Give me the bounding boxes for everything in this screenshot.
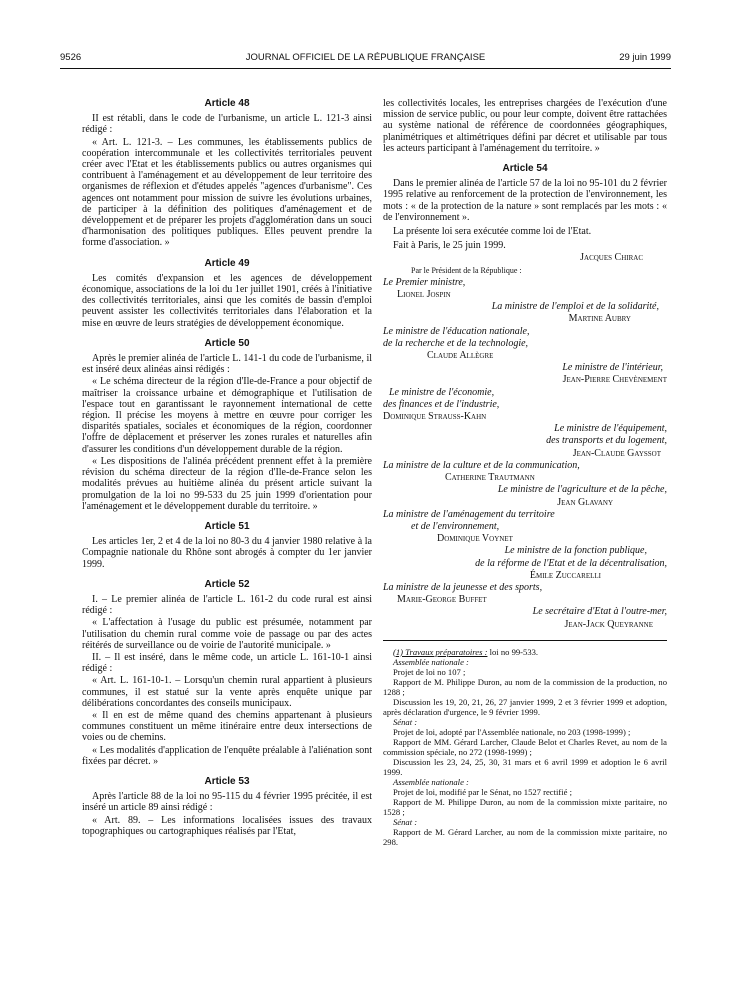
article-51-title: Article 51 [204, 520, 250, 532]
minister-title: La ministre de la culture et de la communication, [383, 459, 580, 471]
footnote-heading: Sénat : [393, 816, 418, 827]
paragraph: « L'affectation à l'usage du public est présumée, notamment par l'utilisation du chemin rural comme voie de passage ou par des actes réitérés de surveillance ou de voirie de l'autorité municipale. » [82, 617, 372, 651]
paragraph: Après le premier alinéa de l'article L. 141-1 du code de l'urbanisme, il est inséré deux alinéas ainsi rédigés : [82, 353, 372, 376]
footnote-label: (1) Travaux préparatoires : [393, 646, 488, 657]
footnote-line: Rapport de M. Gérard Larcher, au nom de la commission mixte paritaire, no 298. [383, 826, 667, 847]
paragraph: « Les modalités d'application de l'enquête préalable à l'aliénation sont fixées par décret. » [82, 744, 372, 767]
paragraph: Après l'article 88 de la loi no 95-115 du 4 février 1995 précitée, il est inséré un article 89 ainsi rédigé : [82, 791, 372, 814]
minister-title: Le ministre de l'économie, [389, 386, 495, 398]
article-49-title: Article 49 [204, 257, 250, 269]
minister-name: Dominique Voynet [437, 533, 513, 545]
paragraph: « Art. L. 161-10-1. – Lorsqu'un chemin rural appartient à plusieurs communes, il est statué sur la vente après enquête unique par délibérations concordantes des conseils municipaux. [82, 675, 372, 709]
minister-name: Lionel Jospin [397, 289, 451, 301]
minister-title: Le ministre de l'intérieur, [562, 362, 663, 374]
minister-name: Jean-Claude Gayssot [572, 447, 661, 459]
minister-name: Claude Allègre [427, 350, 494, 362]
minister-title: de la réforme de l'Etat et de la décentralisation, [475, 557, 667, 569]
footnote-line: Rapport de M. Philippe Duron, au nom de la commission de la production, no 1288 ; [383, 676, 667, 697]
minister-name: Jean-Jack Queyranne [564, 618, 653, 630]
footnote-heading: Assemblée nationale : [393, 776, 469, 787]
minister-title: de la recherche et de la technologie, [383, 337, 529, 349]
minister-title: La ministre de l'emploi et de la solidarité, [491, 301, 659, 313]
footnote-line: Projet de loi, adopté par l'Assemblée nationale, no 203 (1998-1999) ; [393, 726, 631, 737]
paragraph: Dans le premier alinéa de l'article 57 de la loi no 95-101 du 2 février 1995 relative au renforcement de la protection de l'environnement, les mots : « de la protection de la nature » sont remplacés par les mots : « de l'environnement ». [383, 178, 667, 223]
header-rule [60, 68, 671, 69]
right-column [383, 98, 667, 847]
footnote-line: Projet de loi, modifié par le Sénat, no 1527 rectifié ; [393, 786, 572, 797]
paragraph: « Art. L. 121-3. – Les communes, les établissements publics de coopération intercommunale et les collectivités territoriales peuvent créer avec l'Etat et les établissements publics ou autres organismes qui contribuent à l'aménagement et au développement de leur territoire des organismes de réflexion et d'études appelés "agences d'urbanisme". Ces agences ont notamment pour mission de suivre les évolutions urbaines, de participer à la définition des politiques d'aménagement et de développement et de préparer les projets d'agglomération dans un souci d'harmonisation des politiques publiques. Elles peuvent prendre la forme d'association. » [82, 136, 372, 249]
article-53-title: Article 53 [204, 775, 250, 787]
paragraph: les collectivités locales, les entreprises chargées de l'exécution d'une mission de service public, ou pour leur compte, doivent être rattachées au système national de référence de coordonnées géographiques, planimétriques et altimétriques défini par décret et utilisable par tous les acteurs participant à l'aménagement du territoire. » [383, 98, 667, 154]
footnote-separator [383, 640, 667, 641]
minister-title: La ministre de l'aménagement du territoire [383, 508, 555, 520]
article-54-title: Article 54 [502, 163, 548, 175]
minister-name: Jean Glavany [557, 496, 613, 508]
footnote-line: Discussion les 23, 24, 25, 30, 31 mars et 6 avril 1999 et adoption le 6 avril 1999. [383, 756, 667, 777]
minister-title: et de l'environnement, [411, 520, 500, 532]
footnotes [383, 647, 667, 847]
article-50-title: Article 50 [204, 337, 250, 349]
minister-name: Émile Zuccarelli [529, 569, 601, 581]
footnote-heading: Sénat : [393, 716, 418, 727]
paragraph: « Il en est de même quand des chemins appartenant à plusieurs communes constituent un même itinéraire entre deux intersections de voies ou de chemins. [82, 709, 372, 744]
footnote-line: Rapport de M. Philippe Duron, au nom de la commission mixte paritaire, no 1528 ; [383, 796, 667, 817]
left-column [82, 98, 372, 838]
minister-title: Le ministre de l'agriculture et de la pêche, [497, 484, 667, 496]
paragraph: I. – Le premier alinéa de l'article L. 161-2 du code rural est ainsi rédigé : [82, 593, 372, 617]
footnote-value: loi no 99-533. [487, 646, 539, 657]
closing-paragraph: La présente loi sera exécutée comme loi de l'Etat. [393, 226, 592, 238]
page-header [60, 52, 671, 66]
minister-title: Le ministre de la fonction publique, [504, 545, 647, 557]
footnote-line: Projet de loi no 107 ; [393, 666, 466, 677]
signature-president: Jacques Chirac [580, 252, 643, 264]
paragraph: II est rétabli, dans le code de l'urbanisme, un article L. 121-3 ainsi rédigé : [82, 113, 372, 136]
minister-title: des finances et de l'industrie, [383, 398, 500, 410]
minister-title: Le ministre de l'équipement, [554, 423, 667, 435]
paragraph: « Les dispositions de l'alinéa précédent prennent effet à la première révision du schéma directeur de la région d'Ile-de-France selon les modalités prévues au huitième alinéa du présent article suivant la promulgation de la loi no 99-533 du 25 juin 1999 d'orientation pour l'aménagement et le développement durable du territoire. » [82, 455, 372, 512]
minister-title: Le Premier ministre, [383, 276, 466, 288]
footnote-heading: Assemblée nationale : [393, 656, 469, 667]
minister-name: Dominique Strauss-Kahn [383, 411, 487, 423]
paragraph: Les comités d'expansion et les agences de développement économique, associations de la loi du 1er juillet 1901, créés à l'initiative des collectivités territoriales, ainsi que les comités de bassin d'emploi peuvent assister les collectivités territoriales dans l'élaboration et la mise en œuvre de leurs stratégies de développement économique. [82, 272, 372, 329]
footnote-line: Discussion les 19, 20, 21, 26, 27 janvier 1999, 2 et 3 février 1999 et adoption, après déclaration d'urgence, le 9 février 1999. [383, 696, 667, 717]
minister-name: Catherine Trautmann [445, 472, 535, 484]
minister-title: Le ministre de l'éducation nationale, [383, 325, 530, 337]
paragraph: « Art. 89. – Les informations localisées issues des travaux topographiques ou cartographiques réalisés par l'Etat, [82, 814, 372, 837]
closing-paragraph: Fait à Paris, le 25 juin 1999. [393, 240, 506, 252]
minister-name: Jean-Pierre Chevènement [562, 374, 667, 386]
minister-title: des transports et du logement, [546, 435, 667, 447]
minister-name: Martine Aubry [568, 313, 631, 325]
issue-date: 29 juin 1999 [619, 52, 671, 63]
minister-name: Marie-George Buffet [397, 594, 487, 606]
signature-intro: Par le Président de la République : [411, 265, 522, 275]
paragraph: Les articles 1er, 2 et 4 de la loi no 80-3 du 4 janvier 1980 relative à la Compagnie nationale du Rhône sont abrogés à compter du 1er janvier 1999. [82, 536, 372, 570]
minister-title: Le secrétaire d'Etat à l'outre-mer, [532, 606, 667, 618]
minister-title: La ministre de la jeunesse et des sports, [383, 581, 543, 593]
footnote-line: Rapport de MM. Gérard Larcher, Claude Belot et Charles Revet, au nom de la commission spéciale, no 272 (1998-1999) ; [383, 736, 667, 757]
article-52-title: Article 52 [204, 578, 250, 590]
page-number: 9526 [60, 52, 82, 63]
paragraph: « Le schéma directeur de la région d'Ile-de-France a pour objectif de maîtriser la croissance urbaine et démographique et l'utilisation de l'espace tout en garantissant le rayonnement international de cette région. Il précise les moyens à mettre en œuvre pour corriger les disparités spatiales, sociales et économiques de la région, coordonner l'offre de déplacement et préserver les zones rurales et naturelles afin d'assurer les conditions d'un développement durable de la région. [82, 376, 372, 455]
article-48-title: Article 48 [204, 98, 250, 109]
journal-title: JOURNAL OFFICIEL DE LA RÉPUBLIQUE FRANÇAISE [245, 52, 486, 63]
paragraph: II. – Il est inséré, dans le même code, un article L. 161-10-1 ainsi rédigé : [82, 651, 372, 675]
